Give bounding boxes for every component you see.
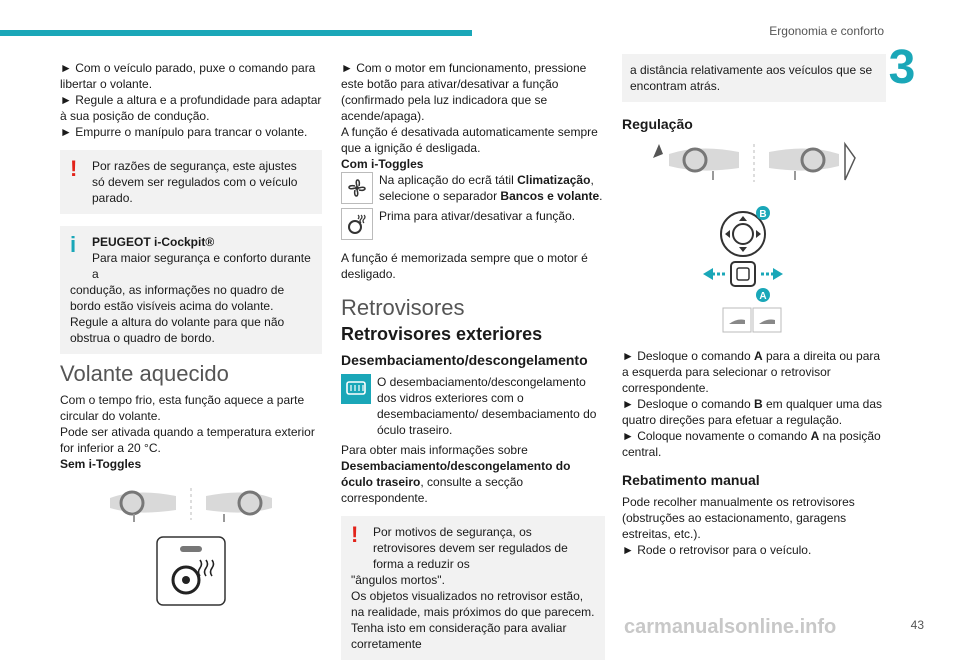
mirror-warning-line-3: Os objetos visualizados no retrovisor estão, na realidade, mais próximos do que parecem. Tenha isto em consideração para avaliar corretamente (351, 589, 595, 651)
step-3: ► Empurre o manípulo para trancar o volante. (60, 125, 308, 139)
heated-para-2: Pode ser ativada quando a temperatura exterior for inferior a 20 °C. (60, 425, 315, 455)
fold-para: Pode recolher manualmente os retrovisores (obstruções ao estacionamento, garagens estreitas, etc.). (622, 495, 855, 541)
info-box (60, 226, 322, 354)
demist-row (341, 374, 605, 438)
heated-para-1: Com o tempo frio, esta função aquece a parte circular do volante. (60, 393, 305, 423)
fan-icon (341, 172, 373, 204)
adjust-step-1: ► Desloque o comando A para a direita ou para a esquerda para selecionar o retrovisor correspondente. (622, 349, 881, 395)
mirror-warning-line-2: "ângulos mortos". (351, 573, 445, 587)
info-icon: i (70, 232, 77, 257)
step-1: ► Com o veículo parado, puxe o comando para libertar o volante. (60, 61, 316, 91)
mirror-warning-line-1: Por motivos de segurança, os retrovisores devem ser regulados de forma a reduzir os (373, 525, 568, 571)
label-b: B (759, 209, 767, 220)
heading-manual-folding: Rebatimento manual (622, 472, 760, 488)
watermark: carmanualsonline.info (624, 616, 837, 638)
mirror-warning-box (341, 516, 605, 660)
itoggles-item-2 (341, 208, 605, 240)
memo-text: A função é memorizada sempre que o motor é desligado. (341, 251, 588, 281)
chapter-number: 3 (888, 41, 916, 94)
itoggles-item-1 (341, 172, 605, 204)
column-2 (341, 60, 605, 672)
section-title-heated-wheel: Volante aquecido (60, 361, 229, 386)
label-a: A (759, 291, 767, 302)
info-line-3: Regule a altura do volante para que não obstrua o quadro de bordo. (70, 315, 285, 345)
info-line-1: Para maior segurança e conforto durante a (92, 251, 311, 281)
demist-text: O desembaciamento/descongelamento dos vidros exteriores com o desembaciamento/ desembaciamento do óculo traseiro. (377, 375, 597, 437)
running-title: Ergonomia e conforto (769, 24, 884, 38)
heated-auto-off-text: A função é desativada automaticamente sempre que a ignição é desligada. (341, 125, 598, 155)
steering-wheel-illustration (106, 484, 276, 524)
info-line-2: condução, as informações no quadro de bordo estão visíveis acima do volante. (70, 283, 285, 313)
warning-box-continued (622, 54, 886, 102)
column-3 (622, 54, 886, 558)
heated-activation-text: ► Com o motor em funcionamento, pressione este botão para ativar/desativar a função (confirmado pela luz indicadora que se acende/apaga). (341, 61, 587, 123)
mirror-steering-illustration (649, 140, 859, 186)
more-info-text: Para obter mais informações sobre Desembaciamento/descongelamento do óculo traseiro, consulte a secção correspondente. (341, 443, 571, 505)
heading-adjustment: Regulação (622, 116, 693, 132)
heated-wheel-button-icon (156, 536, 226, 606)
itoggles-item-1-text: Na aplicação do ecrã tátil Climatização, selecione o separador Bancos e volante. (379, 173, 603, 203)
adjust-step-2: ► Desloque o comando B em qualquer uma das quatro direções para efetuar a regulação. (622, 397, 883, 427)
header-accent-bar (0, 30, 472, 36)
info-title: PEUGEOT i-Cockpit® (92, 235, 215, 249)
page-number: 43 (910, 618, 924, 632)
heated-wheel-icon (341, 208, 373, 240)
without-itoggles-label: Sem i-Toggles (60, 457, 142, 471)
rear-demist-icon (341, 374, 371, 404)
warning-icon: ! (351, 522, 359, 547)
step-2: ► Regule a altura e a profundidade para adaptar à sua posição de condução. (60, 93, 322, 123)
section-title-mirrors: Retrovisores (341, 295, 465, 320)
warning-text: Por razões de segurança, este ajustes só devem ser regulados com o veículo parado. (92, 159, 298, 205)
with-itoggles-label: Com i-Toggles (341, 157, 424, 171)
itoggles-item-2-text: Prima para ativar/desativar a função. (379, 209, 576, 223)
fold-step: ► Rode o retrovisor para o veículo. (622, 543, 812, 557)
warning-icon: ! (70, 156, 78, 181)
heading-demisting: Desembaciamento/descongelamento (341, 352, 588, 368)
column-1 (60, 60, 322, 606)
adjust-step-3: ► Coloque novamente o comando A na posição central. (622, 429, 881, 459)
mirror-control-diagram (699, 204, 809, 334)
warning-continued-text: a distância relativamente aos veículos que se encontram atrás. (630, 63, 873, 93)
heading-exterior-mirrors: Retrovisores exteriores (341, 324, 543, 344)
warning-box (60, 150, 322, 214)
